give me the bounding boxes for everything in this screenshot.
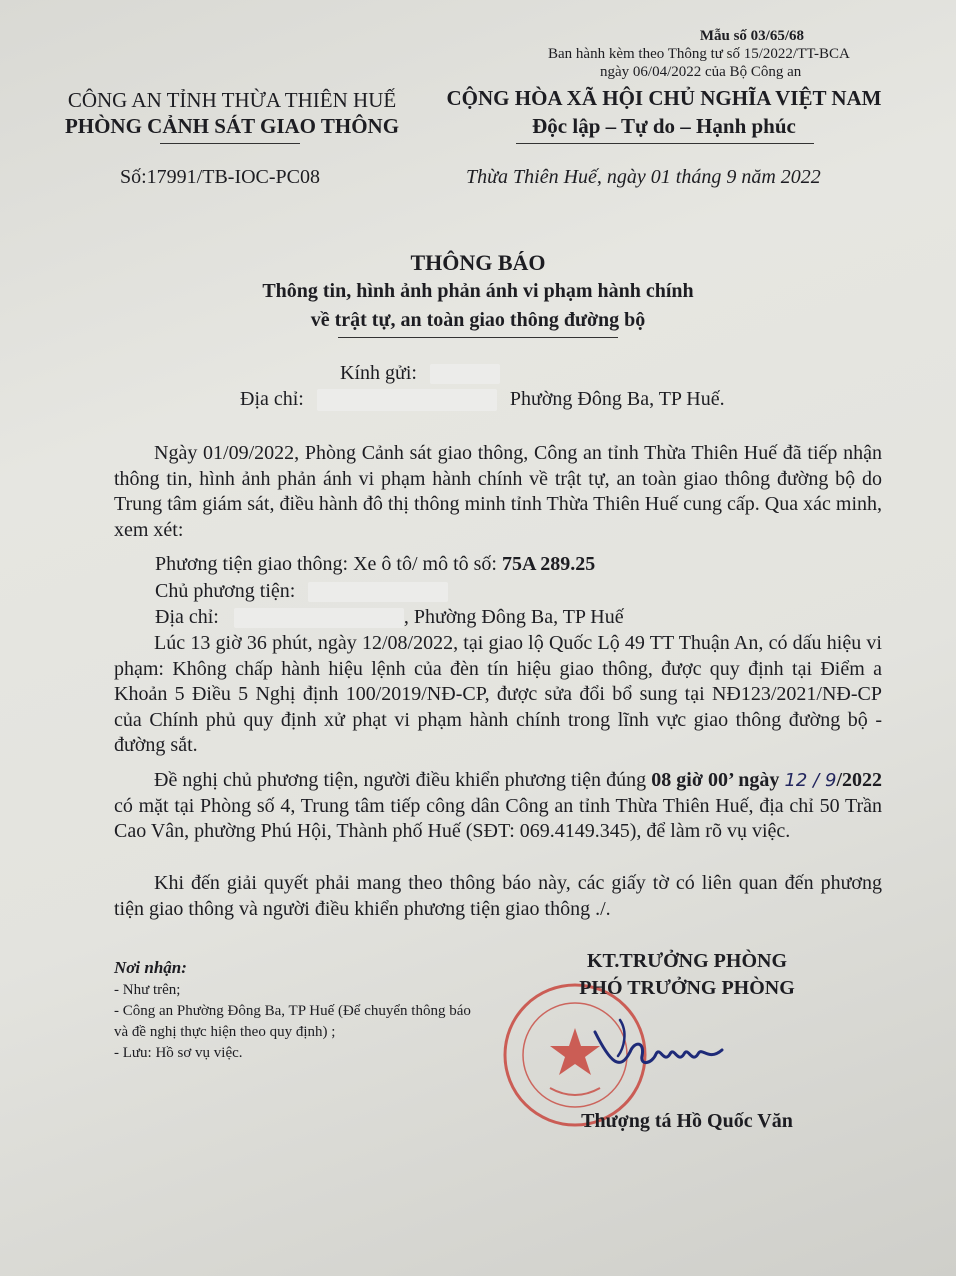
redacted-address bbox=[317, 389, 497, 411]
national-motto: Độc lập – Tự do – Hạnh phúc bbox=[532, 114, 796, 138]
paragraph-intro: Ngày 01/09/2022, Phòng Cảnh sát giao thông, Công an tỉnh Thừa Thiên Huế đã tiếp nhận thông tin, hình ảnh phản ánh vi phạm hành chính về trật tự, an toàn giao thông đường bộ do Trung tâm giám sát, điều hành đô thị thông minh tỉnh Thừa Thiên Huế cung cấp. Qua xác minh, xem xét: bbox=[114, 442, 882, 541]
document-number: Số:17991/TB-IOC-PC08 bbox=[120, 166, 321, 188]
form-issued-line-1: Ban hành kèm theo Thông tư số 15/2022/TT-BCA bbox=[548, 46, 850, 62]
agency-divider bbox=[160, 143, 300, 144]
vehicle-line bbox=[155, 553, 595, 576]
form-number: Mẫu số 03/65/68 bbox=[699, 28, 804, 44]
summons-start: Đề nghị chủ phương tiện, người điều khiển phương tiện đúng bbox=[154, 769, 652, 791]
summons-time: 08 giờ 00’ ngày bbox=[651, 769, 780, 791]
vehicle-plate: 75A 289.25 bbox=[501, 553, 596, 575]
form-issued-line-2: ngày 06/04/2022 của Bộ Công an bbox=[600, 64, 802, 80]
recipient-item: - Lưu: Hồ sơ vụ việc. bbox=[114, 1045, 243, 1061]
paragraph-violation: Lúc 13 giờ 36 phút, ngày 12/08/2022, tại giao lộ Quốc Lộ 49 TT Thuận An, có dấu hiệu vi phạm: Không chấp hành hiệu lệnh của đèn tín hiệu giao thông, được quy định tại Điểm a Khoản 5 Điều 5 Nghị định 100/2019/NĐ-CP, được sửa đổi bổ sung tại NĐ123/2021/NĐ-CP của Chính phủ quy định xử phạt vi phạm hành chính trong lĩnh vực giao thông đường bộ - đường sắt. bbox=[114, 632, 882, 756]
document-subtitle-2: về trật tự, an toàn giao thông đường bộ bbox=[310, 309, 646, 331]
title-divider bbox=[338, 337, 618, 338]
owner-address-line bbox=[155, 606, 624, 629]
recipients-title: Nơi nhận: bbox=[114, 958, 187, 977]
handwritten-date: 12 / 9 bbox=[784, 770, 837, 791]
owner-address-label: Địa chỉ: bbox=[155, 606, 219, 628]
summons-year: /2022 bbox=[836, 769, 883, 791]
motto-divider bbox=[516, 143, 814, 144]
document-title: THÔNG BÁO bbox=[410, 250, 546, 275]
handwritten-signature-icon bbox=[590, 1012, 730, 1082]
redacted-owner bbox=[308, 582, 448, 602]
paragraph-closing: Khi đến giải quyết phải mang theo thông báo này, các giấy tờ có liên quan đến phương tiện giao thông và người điều khiển phương tiện giao thông ./. bbox=[114, 872, 882, 920]
recipients-list bbox=[114, 980, 474, 1064]
agency-name: PHÒNG CẢNH SÁT GIAO THÔNG bbox=[64, 114, 400, 138]
signer-name: Thượng tá Hồ Quốc Văn bbox=[581, 1110, 793, 1132]
recipient-label: Kính gửi: bbox=[340, 362, 417, 384]
paragraph-summons bbox=[114, 768, 882, 845]
recipient-item: - Công an Phường Đông Ba, TP Huế (Để chuyển thông báo và đề nghị thực hiện theo quy định) ; bbox=[114, 1003, 471, 1040]
recipient-item: - Như trên; bbox=[114, 982, 181, 998]
agency-parent: CÔNG AN TỈNH THỪA THIÊN HUẾ bbox=[67, 88, 397, 112]
owner-address-suffix: , Phường Đông Ba, TP Huế bbox=[403, 606, 624, 628]
signature-role-1: KT.TRƯỞNG PHÒNG bbox=[587, 950, 787, 972]
redacted-name bbox=[430, 364, 500, 384]
document-subtitle-1: Thông tin, hình ảnh phản ánh vi phạm hành chính bbox=[262, 280, 694, 302]
recipient-address-label: Địa chỉ: bbox=[240, 388, 304, 410]
nation-title: CỘNG HÒA XÃ HỘI CHỦ NGHĨA VIỆT NAM bbox=[446, 86, 882, 110]
place-date: Thừa Thiên Huế, ngày 01 tháng 9 năm 2022 bbox=[466, 166, 821, 188]
summons-rest: có mặt tại Phòng số 4, Trung tâm tiếp công dân Công an tỉnh Thừa Thiên Huế, địa chỉ 50 Trần Cao Vân, phường Phú Hội, Thành phố Huế (SĐT: 069.4149.345), để làm rõ vụ việc. bbox=[114, 794, 882, 842]
owner-label: Chủ phương tiện: bbox=[155, 580, 296, 602]
signature-role-2: PHÓ TRƯỞNG PHÒNG bbox=[579, 977, 795, 999]
redacted-owner-address bbox=[234, 608, 404, 628]
recipient-line bbox=[340, 362, 500, 385]
recipient-address-line bbox=[240, 388, 725, 411]
recipient-address-suffix: Phường Đông Ba, TP Huế. bbox=[509, 388, 725, 410]
owner-line bbox=[155, 580, 448, 603]
vehicle-label: Phương tiện giao thông: Xe ô tô/ mô tô số: bbox=[155, 553, 502, 575]
